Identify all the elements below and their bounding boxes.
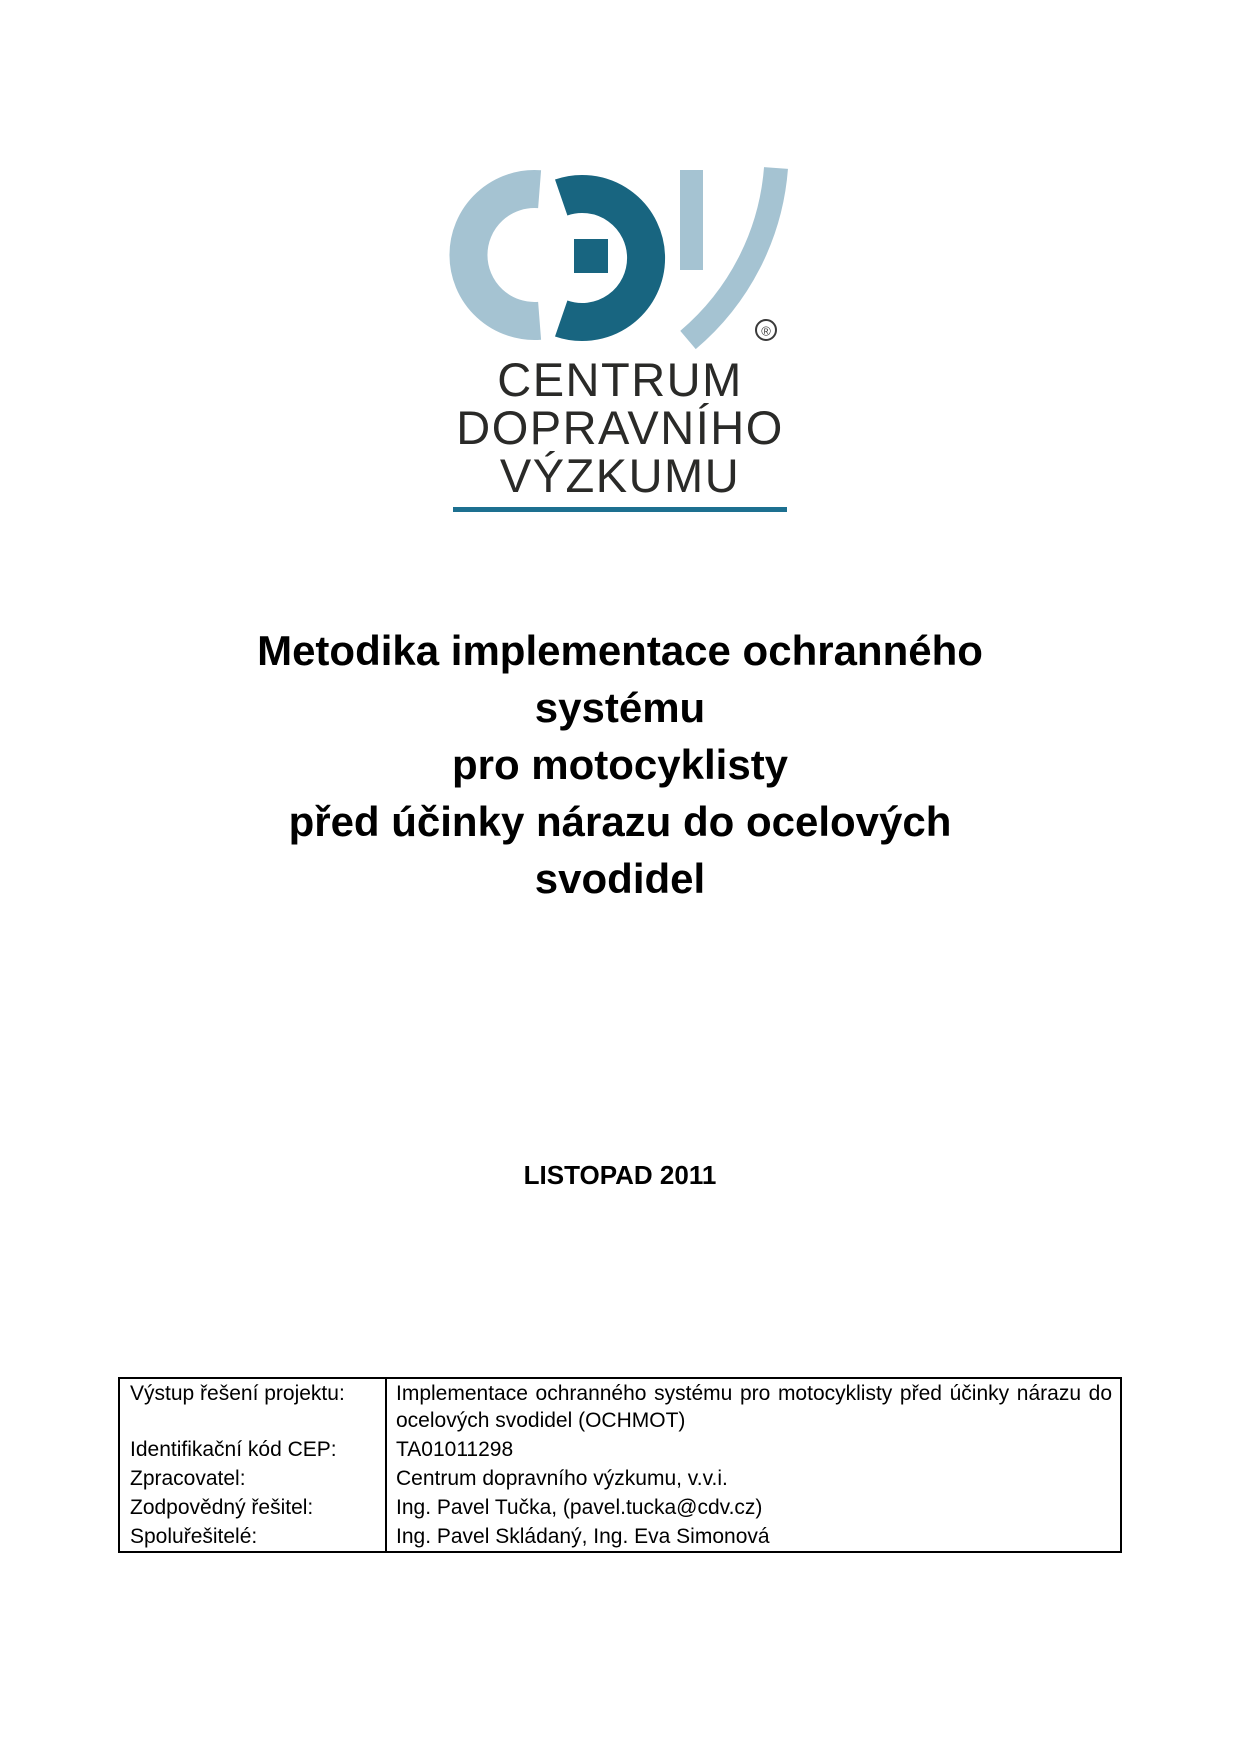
- row-label: Výstup řešení projektu:: [130, 1382, 345, 1405]
- title-line: pro motocyklisty: [451, 741, 789, 788]
- row-value: Implementace ochranného systému pro motocyklisty před účinky nárazu do ocelových svodidel (OCHMOT): [386, 1378, 1121, 1435]
- org-name-line: DOPRAVNÍHO: [456, 401, 784, 454]
- row-value: TA01011298: [386, 1435, 1121, 1464]
- logo-square: [574, 239, 608, 273]
- org-name-line: CENTRUM: [497, 353, 743, 406]
- table-row: [119, 1522, 1121, 1552]
- logo-letter-v-bar: [680, 170, 703, 270]
- organization-name: [456, 353, 784, 502]
- logo-letter-c: [468, 189, 539, 321]
- table-row: [119, 1464, 1121, 1493]
- publication-date: LISTOPAD 2011: [523, 1160, 717, 1190]
- table-row: [119, 1378, 1121, 1435]
- title-line: svodidel: [534, 855, 706, 902]
- project-info-table: [118, 1377, 1122, 1553]
- title-line: Metodika implementace ochranného: [257, 627, 983, 674]
- row-value: Ing. Pavel Skládaný, Ing. Eva Simonová: [386, 1522, 1121, 1552]
- registered-trademark-icon: [756, 320, 776, 340]
- svg-text:®: ®: [760, 323, 771, 339]
- cdv-logo-icon: [448, 158, 793, 354]
- title-line: systému: [534, 684, 706, 731]
- title-line: před účinky nárazu do ocelových: [288, 798, 952, 845]
- row-label: Zodpovědný řešitel:: [130, 1496, 314, 1519]
- row-label: Identifikační kód CEP:: [130, 1438, 337, 1461]
- row-value: Centrum dopravního výzkumu, v.v.i.: [386, 1464, 1121, 1493]
- row-value: Ing. Pavel Tučka, (pavel.tucka@cdv.cz): [386, 1493, 1121, 1522]
- row-label: Zpracovatel:: [130, 1467, 246, 1490]
- table-row: [119, 1493, 1121, 1522]
- document-title: [0, 622, 1240, 907]
- cdv-logo-block: [0, 158, 1240, 512]
- row-label: Spoluřešitelé:: [130, 1525, 258, 1548]
- table-row: [119, 1435, 1121, 1464]
- logo-underline: [453, 507, 787, 512]
- org-name-line: VÝZKUMU: [499, 449, 741, 502]
